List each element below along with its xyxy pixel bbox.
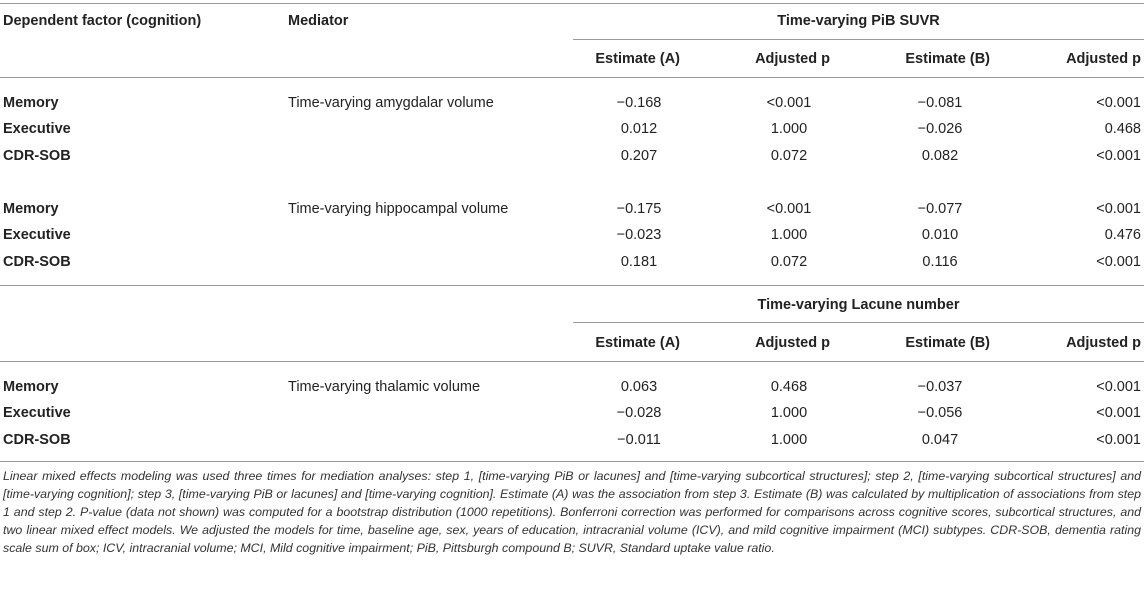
header-dependent-factor: Dependent factor (cognition) — [3, 13, 202, 29]
header-rule-1 — [0, 77, 1144, 78]
cell-estimate-b: −0.077 — [917, 201, 963, 217]
col-adjusted-p-b: Adjusted p — [1066, 51, 1141, 67]
cell-p-a: 0.468 — [770, 379, 808, 395]
cell-estimate-b: −0.056 — [917, 405, 963, 421]
cell-p-a: 0.072 — [770, 254, 808, 270]
col-estimate-a: Estimate (A) — [595, 51, 680, 67]
cell-estimate-a: −0.175 — [616, 201, 662, 217]
row-factor: Executive — [3, 121, 71, 137]
cell-p-b: <0.001 — [1096, 379, 1141, 395]
row-factor: CDR-SOB — [3, 254, 71, 270]
group-title-pib-suvr: Time-varying PiB SUVR — [777, 13, 940, 29]
row-factor: Memory — [3, 95, 59, 111]
section-rule — [0, 285, 1144, 286]
row-factor: Executive — [3, 405, 71, 421]
bottom-rule — [0, 461, 1144, 462]
mediator-label: Time-varying amygdalar volume — [288, 95, 494, 111]
cell-p-b: <0.001 — [1096, 254, 1141, 270]
cell-estimate-b: 0.082 — [921, 148, 959, 164]
cell-estimate-a: 0.181 — [620, 254, 658, 270]
cell-p-b: <0.001 — [1096, 201, 1141, 217]
col-adjusted-p-b: Adjusted p — [1066, 335, 1141, 351]
cell-p-a: 1.000 — [770, 405, 808, 421]
cell-estimate-a: −0.011 — [617, 432, 661, 448]
col-estimate-b: Estimate (B) — [905, 51, 990, 67]
mediator-label: Time-varying thalamic volume — [288, 379, 481, 395]
cell-p-b: <0.001 — [1096, 95, 1141, 111]
table-footnote: Linear mixed effects modeling was used three times for mediation analyses: step 1, [time-varying PiB or lacunes] and [time-varying subcortical structures]; step 2, [time-varying subcortical structures] and [time-varying cognition]; step 3, [time-varying PiB or lacunes] and [time-varying cognition]. Estimate (A) was the association from step 3. Estimate (B) was calculated by multiplication of associations from step 1 and step 2. P-value (data not shown) was computed for a bootstrap distribution (1000 repetitions). Bonferroni correction was performed for comparisons across cognitive scores, subcortical structures, and two linear mixed effect models. We adjusted the models for time, baseline age, sex, years of education, intracranial volume (ICV), and mild cognitive impairment (MCI) subtypes. CDR-SOB, dementia rating scale sum of box; ICV, intracranial volume; MCI, Mild cognitive impairment; PiB, Pittsburgh compound B; SUVR, Standard uptake value ratio. — [3, 469, 1141, 555]
cell-estimate-a: −0.028 — [616, 405, 662, 421]
cell-p-a: <0.001 — [766, 201, 812, 217]
cell-estimate-a: 0.207 — [620, 148, 658, 164]
cell-estimate-b: 0.116 — [922, 254, 958, 270]
group-underline-pib — [573, 39, 1144, 40]
row-factor: Memory — [3, 201, 59, 217]
cell-estimate-a: −0.168 — [616, 95, 662, 111]
cell-p-a: 1.000 — [770, 121, 808, 137]
cell-p-a: <0.001 — [766, 95, 812, 111]
cell-p-a: 0.072 — [770, 148, 808, 164]
cell-p-b: <0.001 — [1096, 432, 1141, 448]
col-estimate-a: Estimate (A) — [595, 335, 680, 351]
cell-p-a: 1.000 — [770, 432, 808, 448]
cell-estimate-b: −0.081 — [917, 95, 963, 111]
col-adjusted-p-a: Adjusted p — [755, 51, 830, 67]
group-underline-lacune — [573, 322, 1144, 323]
cell-estimate-a: 0.063 — [620, 379, 658, 395]
row-factor: Memory — [3, 379, 59, 395]
row-factor: CDR-SOB — [3, 432, 71, 448]
cell-p-b: <0.001 — [1096, 148, 1141, 164]
top-rule — [0, 3, 1144, 4]
col-adjusted-p-a: Adjusted p — [755, 335, 830, 351]
cell-estimate-b: −0.037 — [917, 379, 963, 395]
header-rule-2 — [0, 361, 1144, 362]
cell-estimate-a: 0.012 — [620, 121, 658, 137]
cell-p-a: 1.000 — [770, 227, 808, 243]
header-mediator: Mediator — [288, 13, 349, 29]
cell-estimate-b: −0.026 — [917, 121, 963, 137]
cell-p-b: <0.001 — [1096, 405, 1141, 421]
col-estimate-b: Estimate (B) — [905, 335, 990, 351]
mediator-label: Time-varying hippocampal volume — [288, 201, 509, 217]
cell-estimate-b: 0.047 — [921, 432, 959, 448]
cell-estimate-b: 0.010 — [921, 227, 959, 243]
cell-p-b: 0.476 — [1104, 227, 1141, 243]
row-factor: CDR-SOB — [3, 148, 71, 164]
cell-estimate-a: −0.023 — [616, 227, 662, 243]
cell-p-b: 0.468 — [1104, 121, 1141, 137]
group-title-lacune-number: Time-varying Lacune number — [757, 297, 960, 313]
row-factor: Executive — [3, 227, 71, 243]
